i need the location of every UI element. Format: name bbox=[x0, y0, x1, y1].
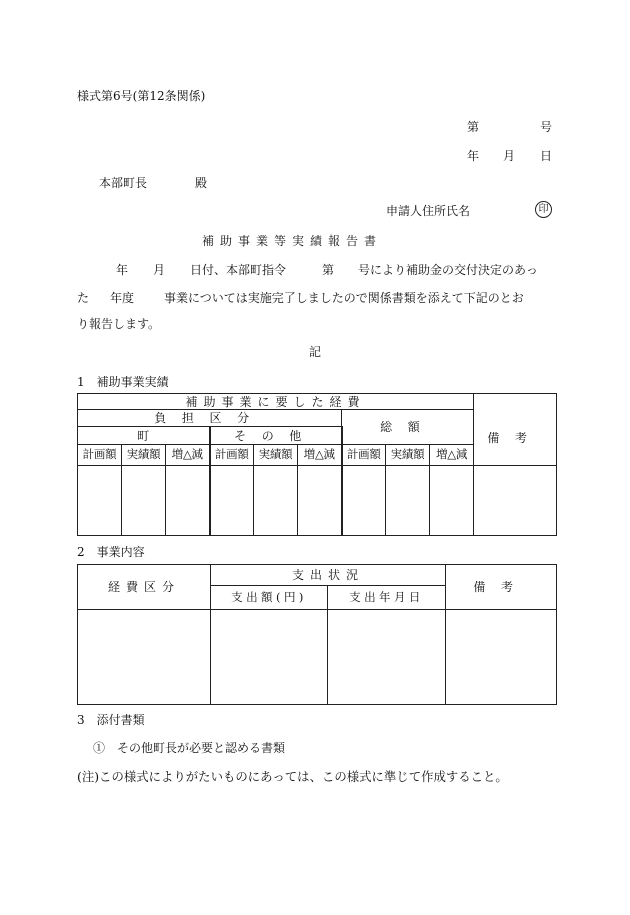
body-line2-rest: 事業については実施完了しましたので関係書類を添えて下記のとお bbox=[164, 291, 524, 305]
form-number: 様式第6号(第12条関係) bbox=[77, 89, 206, 103]
cell-amount[interactable] bbox=[211, 610, 328, 705]
section3-heading: 3 添付書類 bbox=[77, 713, 145, 727]
content-table bbox=[77, 564, 557, 705]
section2-heading: 2 事業内容 bbox=[77, 545, 145, 559]
cell-other-diff[interactable] bbox=[298, 466, 342, 536]
header-amount: 支出額(円) bbox=[211, 586, 328, 610]
body-ta: た bbox=[77, 291, 90, 305]
subcol-total-actual: 実績額 bbox=[386, 445, 430, 466]
cell-town-plan[interactable] bbox=[78, 466, 122, 536]
header-category: 経費区分 bbox=[78, 565, 211, 610]
date-month: 月 bbox=[503, 149, 516, 163]
header-remarks: 備考 bbox=[474, 394, 557, 466]
cell-total-plan[interactable] bbox=[342, 466, 386, 536]
subcol-town-diff: 増△減 bbox=[166, 445, 210, 466]
table-row bbox=[78, 466, 557, 536]
header-total: 総額 bbox=[342, 410, 474, 445]
doc-number-suffix: 号 bbox=[540, 120, 553, 134]
subcol-town-plan: 計画額 bbox=[78, 445, 122, 466]
cell-total-diff[interactable] bbox=[430, 466, 474, 536]
addressee-honorific: 殿 bbox=[195, 176, 208, 190]
attachment-item: ① その他町長が必要と認める書類 bbox=[93, 741, 286, 755]
body-line3: り報告します。 bbox=[77, 317, 161, 331]
cell-total-actual[interactable] bbox=[386, 466, 430, 536]
header-remarks-2: 備考 bbox=[446, 565, 557, 610]
document-title: 補助事業等実績報告書 bbox=[202, 234, 383, 248]
subcol-total-diff: 増△減 bbox=[430, 445, 474, 466]
note: (注)この様式によりがたいものにあっては、この様式に準じて作成すること。 bbox=[77, 769, 508, 784]
cell-other-plan[interactable] bbox=[210, 466, 254, 536]
body-day-order: 日付、本部町指令 bbox=[190, 263, 287, 277]
seal-circle: 印 bbox=[535, 201, 552, 218]
body-month: 月 bbox=[153, 263, 166, 277]
body-year: 年 bbox=[116, 263, 129, 277]
subcol-other-plan: 計画額 bbox=[210, 445, 254, 466]
body-line1-rest: 号により補助金の交付決定のあっ bbox=[358, 263, 538, 277]
header-town: 町 bbox=[78, 427, 210, 445]
subcol-total-plan: 計画額 bbox=[342, 445, 386, 466]
addressee-name: 本部町長 bbox=[99, 176, 148, 190]
header-burden: 負担区分 bbox=[78, 410, 342, 427]
cell-other-actual[interactable] bbox=[254, 466, 298, 536]
cell-date[interactable] bbox=[328, 610, 446, 705]
cell-town-diff[interactable] bbox=[166, 466, 210, 536]
body-fiscal-year: 年度 bbox=[110, 291, 135, 305]
section1-heading: 1 補助事業実績 bbox=[77, 375, 169, 389]
cell-remarks[interactable] bbox=[474, 466, 557, 536]
body-dai: 第 bbox=[322, 263, 335, 277]
date-year: 年 bbox=[467, 149, 480, 163]
date-day: 日 bbox=[540, 149, 553, 163]
applicant-label: 申請人住所氏名 bbox=[386, 204, 471, 218]
ki-marker: 記 bbox=[309, 345, 322, 359]
subcol-other-diff: 増△減 bbox=[298, 445, 342, 466]
results-table bbox=[77, 393, 557, 536]
cell-category[interactable] bbox=[78, 610, 211, 705]
seal-mark bbox=[535, 201, 552, 218]
table-row bbox=[78, 610, 557, 705]
header-other: その他 bbox=[210, 427, 342, 445]
header-date: 支出年月日 bbox=[328, 586, 446, 610]
subcol-town-actual: 実績額 bbox=[122, 445, 166, 466]
cell-town-actual[interactable] bbox=[122, 466, 166, 536]
subcol-other-actual: 実績額 bbox=[254, 445, 298, 466]
header-status: 支出状況 bbox=[211, 565, 446, 586]
header-expense: 補助事業に要した経費 bbox=[78, 394, 474, 410]
doc-number-prefix: 第 bbox=[467, 120, 480, 134]
cell-remarks-2[interactable] bbox=[446, 610, 557, 705]
